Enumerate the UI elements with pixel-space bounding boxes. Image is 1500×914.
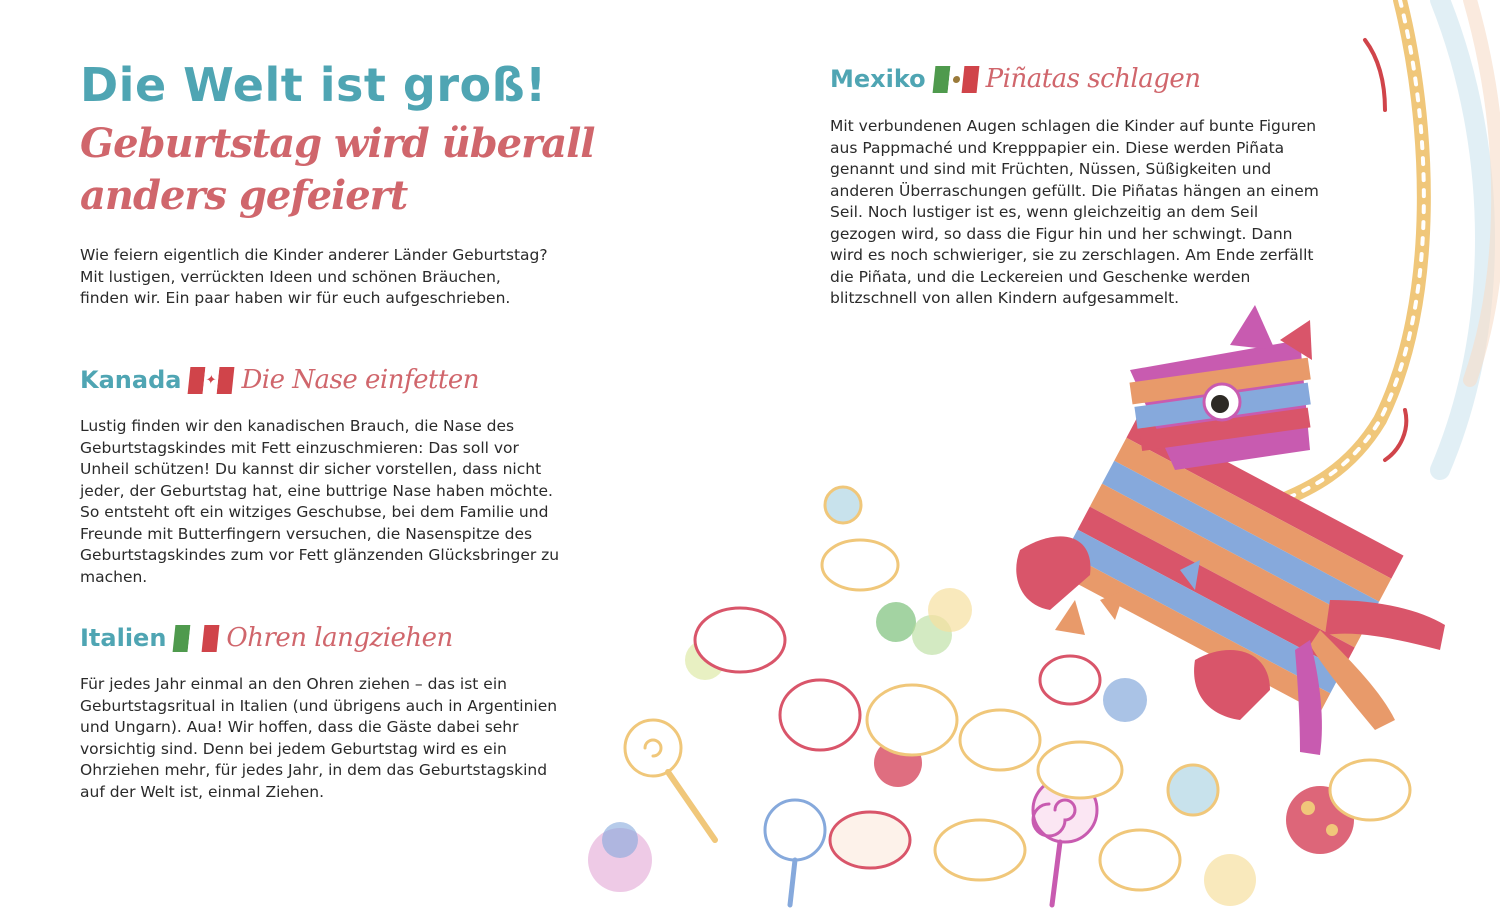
- custom-name-italien: Ohren langziehen: [226, 623, 453, 653]
- flag-stripe: [217, 367, 235, 394]
- country-name-kanada: Kanada: [80, 366, 182, 394]
- text-kanada: Lustig finden wir den kanadischen Brauch, die Nase des Geburtstagskindes mit Fett einzuschmieren: Das soll vor Unheil schützen! Du kannst dir sicher vorstellen, dass nicht jeder, der Geburtstag hat, eine buttrige Nase haben möchte. So entsteht oft ein witziges Geschubse, bei dem Familie und Freunde mit Butterfingern versuchen, die Nasenspitze des Geburtstagskindes zum vor Fett glänzenden Glücksbringer zu machen.: [80, 417, 560, 586]
- custom-name-mexiko: Piñatas schlagen: [985, 64, 1201, 94]
- custom-name-kanada: Die Nase einfetten: [241, 365, 479, 395]
- italy-flag-icon: [173, 625, 220, 652]
- flag-stripe: [202, 625, 220, 652]
- intro-text: Wie feiern eigentlich die Kinder anderer Länder Geburtstag? Mit lustigen, verrückten Ideen und schönen Bräuchen, finden wir. Ein paar haben wir für euch aufgeschrieben.: [80, 246, 548, 307]
- page-title: Die Welt ist groß!: [80, 58, 547, 112]
- flag-stripe: ✦: [203, 367, 221, 394]
- country-name-mexiko: Mexiko: [830, 65, 926, 93]
- country-name-italien: Italien: [80, 624, 167, 652]
- section-heading-kanada: [80, 365, 479, 395]
- text-italien: Für jedes Jahr einmal an den Ohren ziehen – das ist ein Geburtstagsritual in Italien (und übrigens auch in Argentinien und Ungarn). Aua! Wir hoffen, dass die Gäste dabei sehr vorsichtig sind. Denn bei jedem Geburtstag wird es ein Ohrziehen mehr, für jedes Jahr, in dem das Geburtstagskind auf der Welt ist, einmal Ziehen.: [80, 675, 558, 801]
- pinata-illustration: [500, 0, 1500, 914]
- text-mexiko: Mit verbundenen Augen schlagen die Kinder auf bunte Figuren aus Pappmaché und Krepppapier ein. Diese werden Piñata genannt und sind mit Früchten, Nüssen, Süßigkeiten und anderen Überraschungen gefüllt. Die Piñatas hängen an einem Seil. Noch lustiger ist es, wenn gleichzeitig an dem Seil gezogen wird, so dass die Figur hin und her schwingt. Dann wird es noch schwieriger, sie zu zerschlagen. Am Ende zerfällt die Piñata, und die Leckereien und Geschenke werden blitzschnell von allen Kindern aufgesammelt.: [830, 117, 1319, 307]
- section-heading-italien: [80, 623, 453, 653]
- page-subtitle: Geburtstag wird überall anders gefeiert: [80, 120, 595, 219]
- canada-flag-icon: [188, 367, 235, 394]
